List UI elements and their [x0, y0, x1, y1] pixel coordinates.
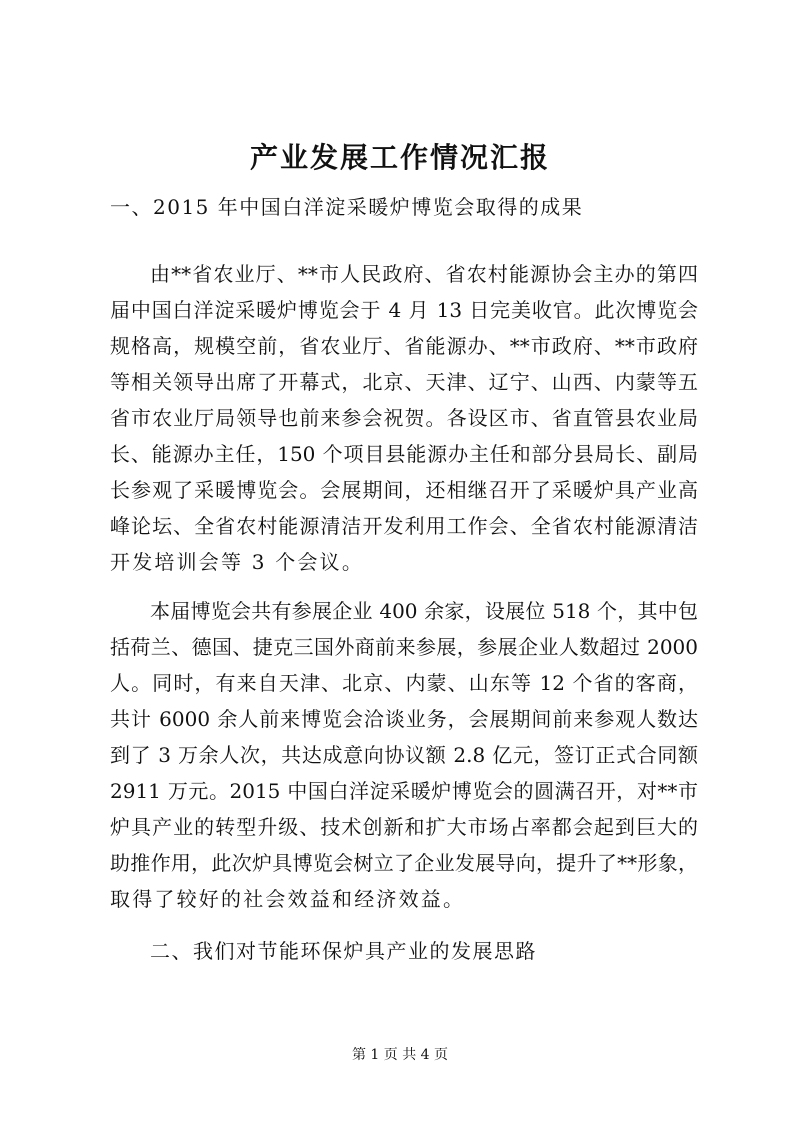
- paragraph-line: 等相关领导出席了开幕式，北京、天津、辽宁、山西、内蒙等五: [110, 370, 698, 394]
- paragraph-line: 共计 6000 余人前来博览会洽谈业务，会展期间前来参观人数达: [110, 707, 698, 731]
- paragraph-line: 规格高，规模空前，省农业厅、省能源办、**市政府、**市政府: [110, 334, 698, 358]
- paragraph-line: 开发培训会等 3 个会议。: [110, 550, 365, 574]
- paragraph-line: 本届博览会共有参展企业 400 余家，设展位 518 个，其中包: [150, 599, 698, 623]
- paragraph-line: 助推作用，此次炉具博览会树立了企业发展导向，提升了**形象，: [110, 851, 698, 875]
- paragraph-line: 省市农业厅局领导也前来参会祝贺。各设区市、省直管县农业局: [110, 406, 698, 430]
- paragraph-line: 括荷兰、德国、捷克三国外商前来参展，参展企业人数超过 2000: [110, 635, 698, 659]
- paragraph-line: 2911 万元。2015 中国白洋淀采暖炉博览会的圆满召开，对**市: [110, 779, 698, 803]
- paragraph-line: 人。同时，有来自天津、北京、内蒙、山东等 12 个省的客商，: [110, 671, 698, 695]
- page-footer: 第 1 页 共 4 页: [351, 1047, 449, 1063]
- paragraph-line: 峰论坛、全省农村能源清洁开发利用工作会、全省农村能源清洁: [110, 514, 698, 538]
- section-heading-2: 二、我们对节能环保炉具产业的发展思路: [150, 939, 537, 963]
- paragraph-line: 届中国白洋淀采暖炉博览会于 4 月 13 日完美收官。此次博览会: [110, 298, 698, 322]
- section-heading-1: 一、2015 年中国白洋淀采暖炉博览会取得的成果: [110, 195, 584, 219]
- paragraph-line: 长参观了采暖博览会。会展期间，还相继召开了采暖炉具产业高: [110, 478, 698, 502]
- paragraph-line: 长、能源办主任，150 个项目县能源办主任和部分县局长、副局: [110, 442, 698, 466]
- paragraph-line: 取得了较好的社会效益和经济效益。: [110, 887, 466, 911]
- paragraph-line: 到了 3 万余人次，共达成意向协议额 2.8 亿元，签订正式合同额: [110, 743, 698, 767]
- document-title: 产业发展工作情况汇报: [249, 141, 550, 174]
- paragraph-line: 由**省农业厅、**市人民政府、省农村能源协会主办的第四: [150, 262, 698, 286]
- paragraph-line: 炉具产业的转型升级、技术创新和扩大市场占率都会起到巨大的: [110, 815, 698, 839]
